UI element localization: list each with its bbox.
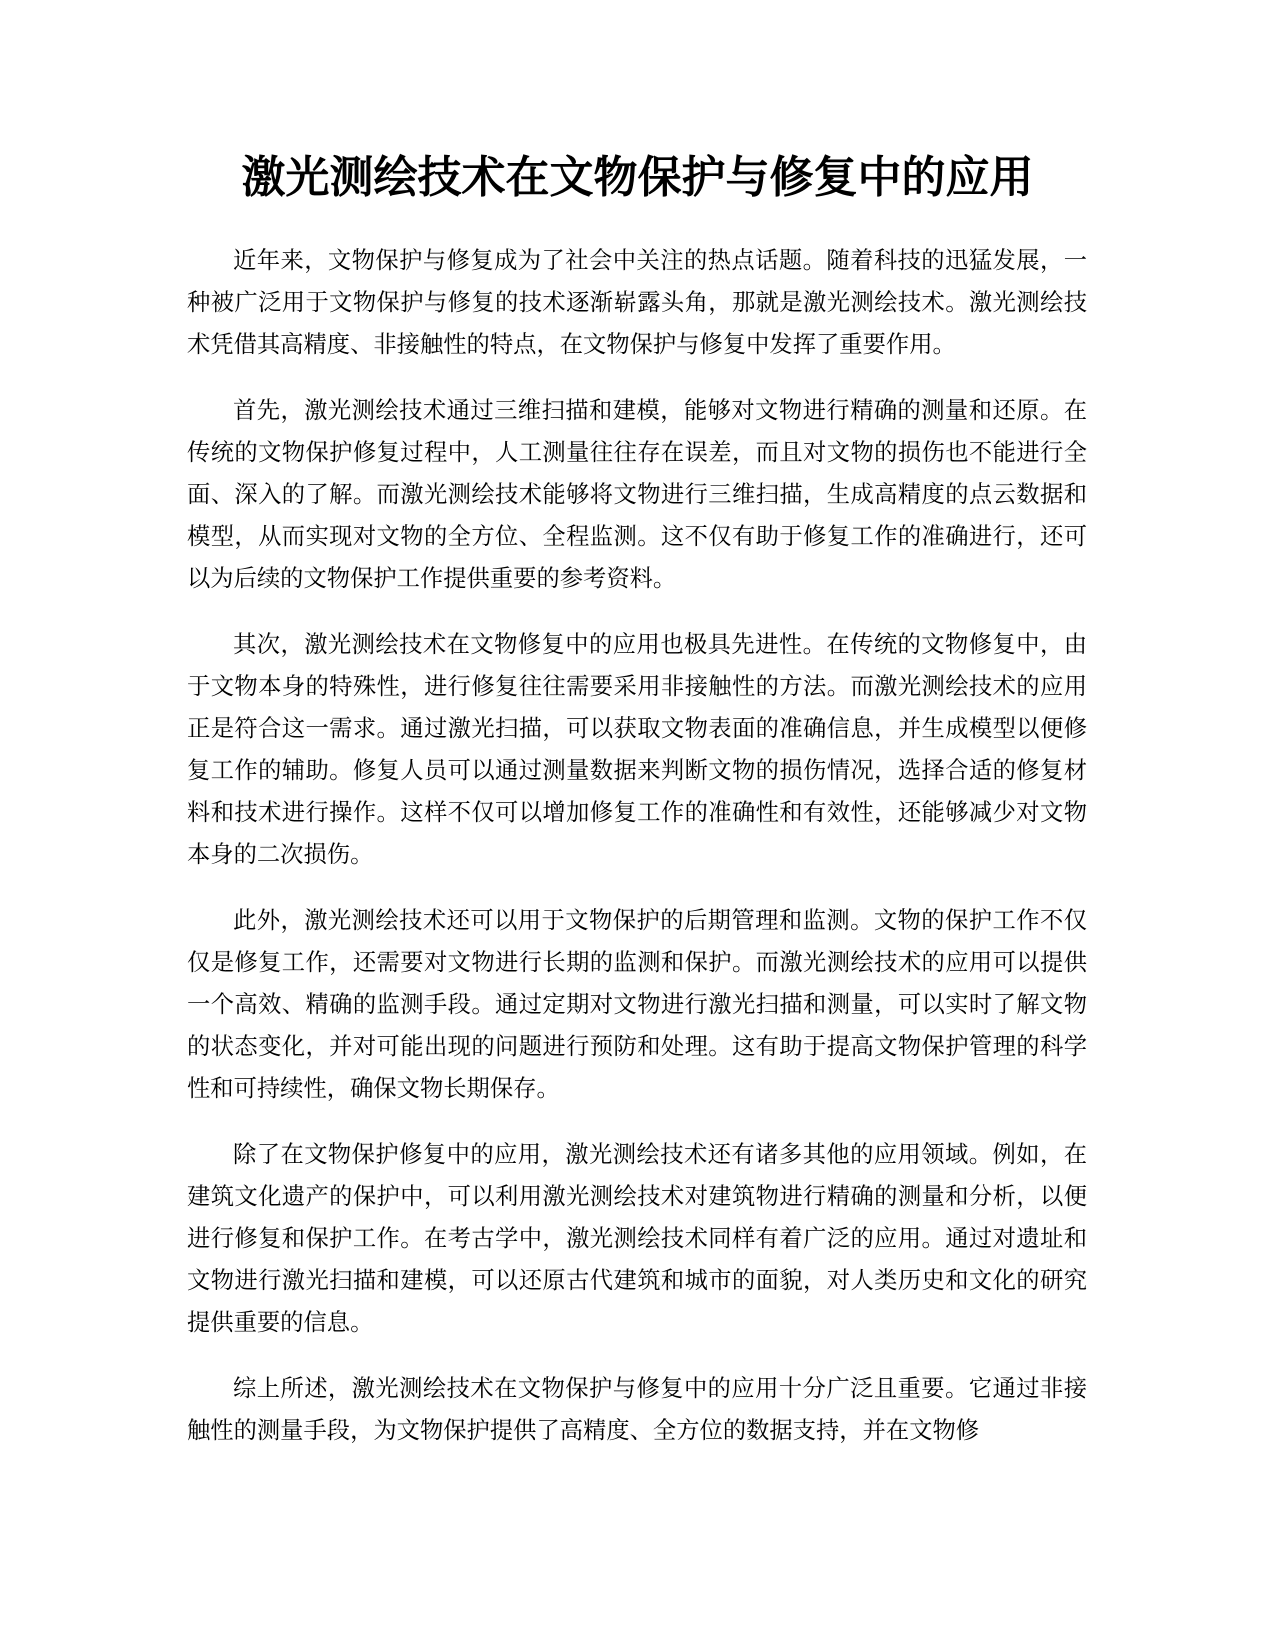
paragraph-4: 此外，激光测绘技术还可以用于文物保护的后期管理和监测。文物的保护工作不仅仅是修复工作，还需要对文物进行长期的监测和保护。而激光测绘技术的应用可以提供一个高效、精确的监测手段。通过定期对文物进行激光扫描和测量，可以实时了解文物的状态变化，并对可能出现的问题进行预防和处理。这有助于提高文物保护管理的科学性和可持续性，确保文物长期保存。 (187, 907, 1087, 1102)
paragraph-2: 首先，激光测绘技术通过三维扫描和建模，能够对文物进行精确的测量和还原。在传统的文物保护修复过程中，人工测量往往存在误差，而且对文物的损伤也不能进行全面、深入的了解。而激光测绘技术能够将文物进行三维扫描，生成高精度的点云数据和模型，从而实现对文物的全方位、全程监测。这不仅有助于修复工作的准确进行，还可以为后续的文物保护工作提供重要的参考资料。 (187, 397, 1087, 592)
paragraph-1: 近年来，文物保护与修复成为了社会中关注的热点话题。随着科技的迅猛发展，一种被广泛用于文物保护与修复的技术逐渐崭露头角，那就是激光测绘技术。激光测绘技术凭借其高精度、非接触性的特点，在文物保护与修复中发挥了重要作用。 (187, 247, 1087, 358)
paragraph-3: 其次，激光测绘技术在文物修复中的应用也极具先进性。在传统的文物修复中，由于文物本身的特殊性，进行修复往往需要采用非接触性的方法。而激光测绘技术的应用正是符合这一需求。通过激光扫描，可以获取文物表面的准确信息，并生成模型以便修复工作的辅助。修复人员可以通过测量数据来判断文物的损伤情况，选择合适的修复材料和技术进行操作。这样不仅可以增加修复工作的准确性和有效性，还能够减少对文物本身的二次损伤。 (187, 631, 1087, 868)
paragraph-6: 综上所述，激光测绘技术在文物保护与修复中的应用十分广泛且重要。它通过非接触性的测量手段，为文物保护提供了高精度、全方位的数据支持，并在文物修 (187, 1375, 1087, 1444)
document-title: 激光测绘技术在文物保护与修复中的应用 (241, 152, 1034, 203)
paragraph-5: 除了在文物保护修复中的应用，激光测绘技术还有诸多其他的应用领域。例如，在建筑文化遗产的保护中，可以利用激光测绘技术对建筑物进行精确的测量和分析，以便进行修复和保护工作。在考古学中，激光测绘技术同样有着广泛的应用。通过对遗址和文物进行激光扫描和建模，可以还原古代建筑和城市的面貌，对人类历史和文化的研究提供重要的信息。 (187, 1141, 1087, 1336)
document-body (187, 240, 1087, 1476)
